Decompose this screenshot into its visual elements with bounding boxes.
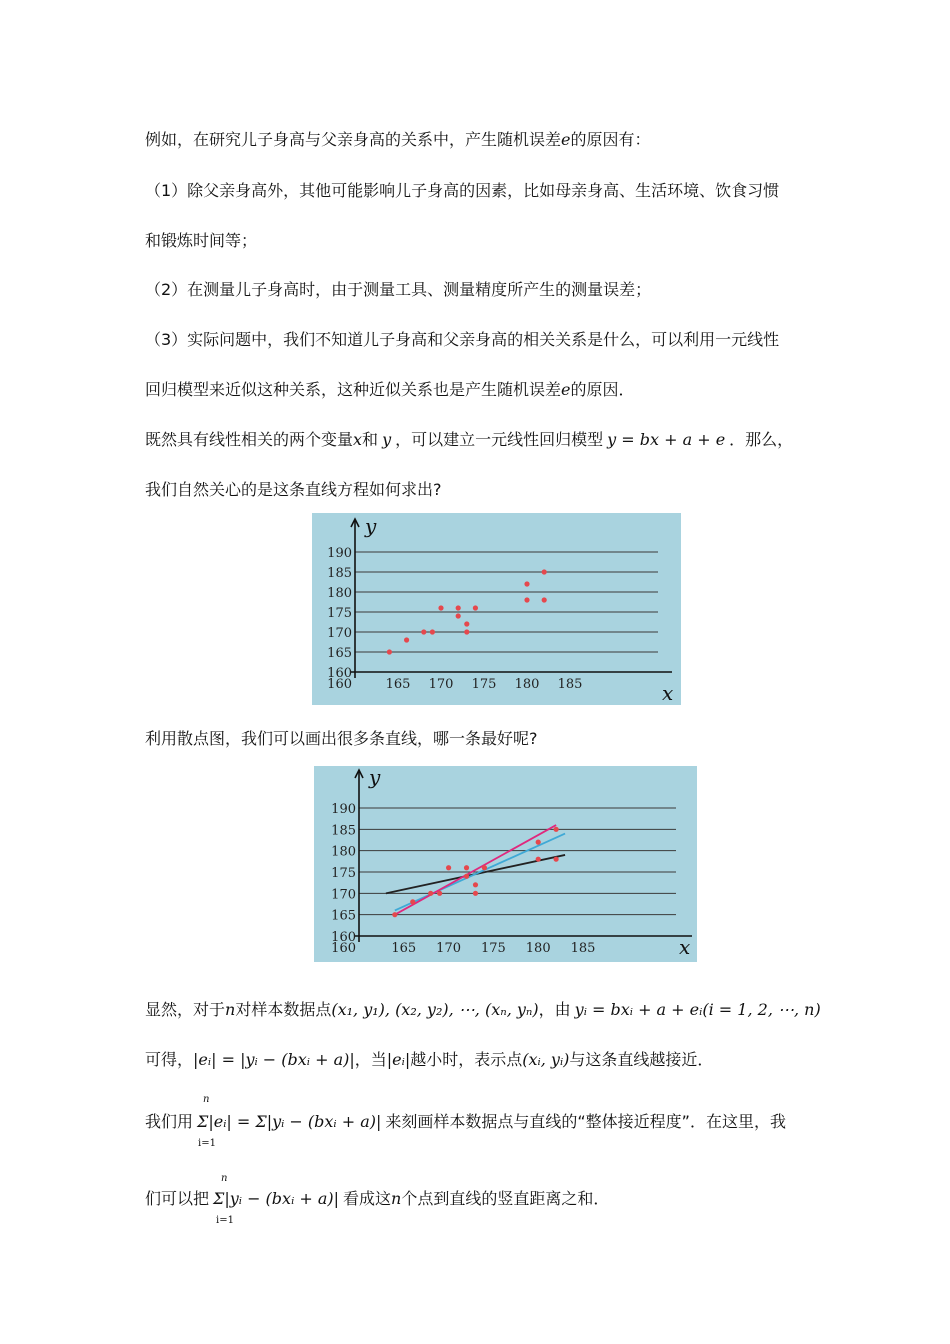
- distance-text-b: 看成这: [343, 1189, 392, 1208]
- y-tick-label: 175: [331, 866, 356, 881]
- point-i: (xᵢ, yᵢ): [522, 1050, 570, 1069]
- data-point: [446, 865, 451, 870]
- scatter-plot-1: [312, 513, 681, 705]
- y-tick-label: 170: [327, 626, 352, 641]
- sample-text-b: 对样本数据点: [235, 1000, 332, 1019]
- sum-abs-errors: Σ|eᵢ| = Σ|yᵢ − (bxᵢ + a)|: [197, 1112, 382, 1131]
- reason-3-cont: [145, 378, 635, 402]
- data-point: [392, 912, 397, 917]
- data-point: [438, 605, 443, 610]
- reason-1-cont-text: 和锻炼时间等；: [145, 231, 258, 250]
- sum-text-b: 来刻画样本数据点与直线的“整体接近程度”．在这里，我: [385, 1112, 786, 1131]
- data-point: [456, 605, 461, 610]
- abs-ei: |eᵢ|: [386, 1050, 411, 1069]
- reason-3-text: （3）实际问题中，我们不知道儿子身高和父亲身高的相关关系是什么，可以利用一元线性: [145, 330, 780, 349]
- data-point: [542, 597, 547, 602]
- y-tick-label: 185: [327, 566, 352, 581]
- data-point: [524, 581, 529, 586]
- y-tick-label: 180: [331, 844, 356, 860]
- reason-3-cont-text: 回归模型来近似这种关系，这种近似关系也是产生随机误差: [145, 380, 562, 399]
- data-point: [464, 621, 469, 626]
- y-tick-label: 160: [331, 930, 356, 945]
- question-line: [145, 478, 442, 502]
- paragraph-intro: [145, 128, 651, 152]
- sample-text-c: ，由: [538, 1000, 571, 1019]
- lines-question: [145, 727, 538, 751]
- error-text-b: ，当: [354, 1050, 387, 1069]
- sample-points-paragraph: [145, 998, 821, 1022]
- question-text: 我们自然关心的是这条直线方程如何求出?: [145, 480, 442, 499]
- sample-text-a: 显然，对于: [145, 1000, 226, 1019]
- data-point: [482, 865, 487, 870]
- data-point: [536, 857, 541, 862]
- x-tick-label: 160: [331, 941, 356, 956]
- model-text-d: ．那么，: [729, 430, 794, 449]
- error-paragraph: [145, 1048, 713, 1072]
- y-tick-label: 165: [327, 646, 352, 661]
- data-point: [554, 857, 559, 862]
- var-x: x: [353, 430, 363, 449]
- model-text-c: ，可以建立一元线性回归模型: [395, 430, 604, 449]
- data-point: [473, 882, 478, 887]
- x-tick-label: 165: [385, 677, 411, 692]
- model-text-b: 和: [362, 430, 379, 449]
- reason-1-cont: [145, 229, 257, 253]
- sum-upper-limit-2: n: [221, 1173, 228, 1184]
- x-tick-label: 185: [570, 941, 596, 956]
- model-i: yᵢ = bxᵢ + a + eᵢ: [574, 1000, 703, 1019]
- y-tick-label: 185: [331, 823, 356, 839]
- reason-3-cont-tail: 的原因．: [570, 380, 635, 399]
- x-tick-label: 160: [327, 677, 352, 692]
- x-tick-label: 165: [391, 941, 417, 956]
- data-point: [428, 891, 433, 896]
- data-point: [410, 899, 415, 904]
- data-point: [421, 629, 426, 634]
- model-text-a: 既然具有线性相关的两个变量: [145, 430, 354, 449]
- y-tick-label: 165: [331, 908, 356, 924]
- data-point: [473, 605, 478, 610]
- x-tick-label: 185: [557, 677, 583, 692]
- data-point: [554, 827, 559, 832]
- error-text-d: 与这条直线越接近．: [569, 1050, 714, 1069]
- distance-text-c: 个点到直线的竖直距离之和．: [401, 1189, 610, 1208]
- data-point: [464, 874, 469, 879]
- y-axis-label: y: [365, 514, 377, 538]
- y-tick-label: 190: [331, 802, 356, 817]
- reason-1: [145, 179, 779, 203]
- y-axis-label: y: [369, 766, 381, 789]
- data-point: [524, 597, 529, 602]
- data-point: [473, 891, 478, 896]
- y-tick-label: 180: [327, 586, 352, 601]
- x-axis-label: x: [662, 681, 674, 705]
- sum-lower-limit-1: i=1: [198, 1138, 216, 1149]
- distance-text-a: 们可以把: [145, 1189, 210, 1208]
- y-tick-label: 175: [327, 606, 352, 621]
- lines-question-text: 利用散点图，我们可以画出很多条直线，哪一条最好呢?: [145, 729, 538, 748]
- data-point: [404, 637, 409, 642]
- data-point: [437, 891, 442, 896]
- plot-background: [312, 513, 681, 705]
- var-n: n: [225, 1000, 236, 1019]
- sum-vertical-distances: Σ|yᵢ − (bxᵢ + a)|: [213, 1189, 340, 1208]
- data-point: [430, 629, 435, 634]
- sample-points: (x₁, y₁), (x₂, y₂), ⋯, (xₙ, yₙ): [331, 1000, 539, 1019]
- var-e: e: [561, 130, 571, 149]
- data-point: [542, 569, 547, 574]
- sum-upper-limit-1: n: [203, 1094, 210, 1105]
- sum-paragraph: [145, 1110, 786, 1134]
- reason-2: [145, 278, 651, 302]
- index-range: (i = 1, 2, ⋯, n): [702, 1000, 821, 1019]
- distance-paragraph: [145, 1187, 609, 1211]
- error-text-a: 可得，: [145, 1050, 194, 1069]
- reason-3: [145, 328, 779, 352]
- error-text-c: 越小时，表示点: [410, 1050, 523, 1069]
- intro-tail: 的原因有：: [570, 130, 651, 149]
- sum-lower-limit-2: i=1: [216, 1215, 234, 1226]
- x-tick-label: 175: [480, 941, 506, 956]
- x-tick-label: 170: [428, 677, 454, 692]
- reason-2-text: （2）在测量儿子身高时，由于测量工具、测量精度所产生的测量误差；: [145, 280, 652, 299]
- data-point: [387, 649, 392, 654]
- y-tick-label: 190: [327, 546, 352, 561]
- model-paragraph: [145, 428, 793, 452]
- var-e: e: [561, 380, 571, 399]
- error-equation: |eᵢ| = |yᵢ − (bxᵢ + a)|: [193, 1050, 355, 1069]
- scatter-plot-2-with-lines: [314, 766, 697, 962]
- y-tick-label: 160: [327, 666, 352, 681]
- y-tick-label: 170: [331, 887, 356, 903]
- x-tick-label: 170: [436, 941, 462, 956]
- var-y: y: [382, 430, 392, 449]
- x-tick-label: 180: [514, 677, 540, 692]
- data-point: [456, 613, 461, 618]
- intro-text: 例如，在研究儿子身高与父亲身高的关系中，产生随机误差: [145, 130, 562, 149]
- data-point: [536, 840, 541, 845]
- var-n: n: [391, 1189, 402, 1208]
- model-formula: y = bx + a + e: [607, 430, 726, 449]
- data-point: [464, 629, 469, 634]
- plot-background: [314, 766, 697, 962]
- x-tick-label: 180: [525, 941, 551, 956]
- sum-text-a: 我们用: [145, 1112, 194, 1131]
- x-tick-label: 175: [471, 677, 497, 692]
- data-point: [464, 865, 469, 870]
- x-axis-label: x: [679, 935, 691, 959]
- reason-1-text: （1）除父亲身高外，其他可能影响儿子身高的因素，比如母亲身高、生活环境、饮食习惯: [145, 181, 780, 200]
